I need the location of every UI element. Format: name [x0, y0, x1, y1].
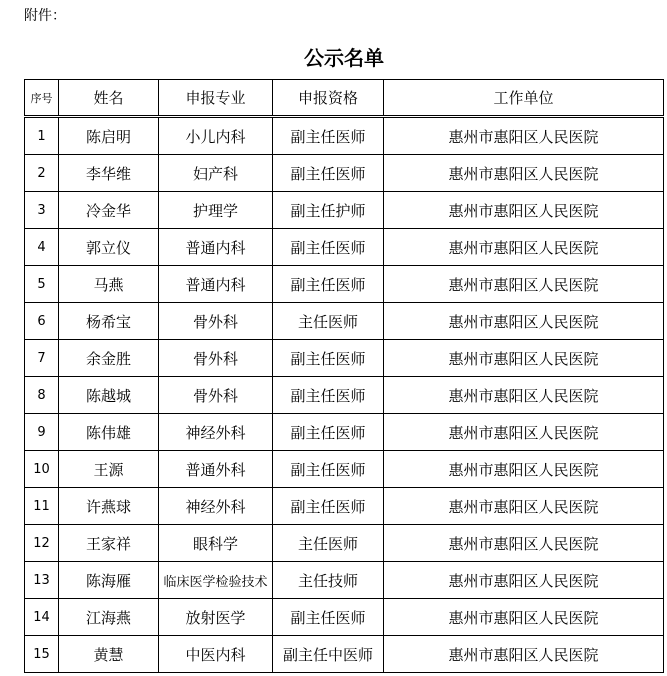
cell-employer: 惠州市惠阳区人民医院 [384, 525, 664, 562]
publication-table [24, 79, 664, 673]
cell-employer: 惠州市惠阳区人民医院 [384, 340, 664, 377]
cell-index: 11 [25, 488, 59, 525]
cell-index: 14 [25, 599, 59, 636]
cell-qualification: 副主任医师 [273, 266, 384, 303]
cell-qualification: 副主任医师 [273, 340, 384, 377]
cell-specialty: 普通内科 [159, 266, 273, 303]
cell-qualification: 副主任中医师 [273, 636, 384, 673]
cell-qualification: 副主任医师 [273, 451, 384, 488]
cell-specialty: 骨外科 [159, 303, 273, 340]
cell-name: 陈海雁 [59, 562, 159, 599]
cell-specialty: 骨外科 [159, 340, 273, 377]
cell-qualification: 副主任医师 [273, 117, 384, 155]
header-employer: 工作单位 [384, 80, 664, 117]
cell-index: 15 [25, 636, 59, 673]
cell-specialty: 神经外科 [159, 414, 273, 451]
cell-specialty: 妇产科 [159, 155, 273, 192]
table-row [25, 377, 664, 414]
cell-employer: 惠州市惠阳区人民医院 [384, 414, 664, 451]
table-row [25, 340, 664, 377]
cell-index: 1 [25, 117, 59, 155]
cell-index: 4 [25, 229, 59, 266]
cell-index: 2 [25, 155, 59, 192]
cell-employer: 惠州市惠阳区人民医院 [384, 562, 664, 599]
cell-index: 3 [25, 192, 59, 229]
cell-qualification: 副主任护师 [273, 192, 384, 229]
cell-qualification: 副主任医师 [273, 599, 384, 636]
header-qualification: 申报资格 [273, 80, 384, 117]
cell-employer: 惠州市惠阳区人民医院 [384, 303, 664, 340]
cell-specialty: 普通内科 [159, 229, 273, 266]
cell-index: 10 [25, 451, 59, 488]
cell-employer: 惠州市惠阳区人民医院 [384, 266, 664, 303]
table-row [25, 155, 664, 192]
cell-index: 5 [25, 266, 59, 303]
cell-specialty: 护理学 [159, 192, 273, 229]
cell-name: 陈启明 [59, 117, 159, 155]
cell-name: 陈伟雄 [59, 414, 159, 451]
header-index: 序号 [25, 80, 59, 117]
table-row [25, 414, 664, 451]
header-specialty: 申报专业 [159, 80, 273, 117]
cell-index: 13 [25, 562, 59, 599]
cell-index: 8 [25, 377, 59, 414]
table-row [25, 451, 664, 488]
page-title: 公示名单 [304, 46, 384, 70]
cell-name: 马燕 [59, 266, 159, 303]
cell-specialty: 普通外科 [159, 451, 273, 488]
table-row [25, 303, 664, 340]
cell-specialty: 眼科学 [159, 525, 273, 562]
cell-employer: 惠州市惠阳区人民医院 [384, 377, 664, 414]
cell-employer: 惠州市惠阳区人民医院 [384, 192, 664, 229]
cell-name: 冷金华 [59, 192, 159, 229]
cell-employer: 惠州市惠阳区人民医院 [384, 117, 664, 155]
cell-specialty: 骨外科 [159, 377, 273, 414]
cell-name: 陈越城 [59, 377, 159, 414]
attachment-label: 附件： [24, 8, 66, 24]
cell-qualification: 主任技师 [273, 562, 384, 599]
cell-specialty: 临床医学检验技术 [159, 562, 273, 599]
table-row [25, 636, 664, 673]
cell-name: 李华维 [59, 155, 159, 192]
cell-name: 郭立仪 [59, 229, 159, 266]
table-body [25, 117, 664, 673]
cell-name: 王家祥 [59, 525, 159, 562]
table-row [25, 562, 664, 599]
cell-index: 12 [25, 525, 59, 562]
cell-name: 江海燕 [59, 599, 159, 636]
cell-employer: 惠州市惠阳区人民医院 [384, 599, 664, 636]
cell-specialty: 中医内科 [159, 636, 273, 673]
cell-qualification: 副主任医师 [273, 229, 384, 266]
table-row [25, 266, 664, 303]
cell-name: 许燕球 [59, 488, 159, 525]
cell-specialty: 放射医学 [159, 599, 273, 636]
cell-specialty: 神经外科 [159, 488, 273, 525]
cell-index: 7 [25, 340, 59, 377]
cell-qualification: 副主任医师 [273, 414, 384, 451]
cell-qualification: 副主任医师 [273, 377, 384, 414]
header-name: 姓名 [59, 80, 159, 117]
table-row [25, 525, 664, 562]
cell-employer: 惠州市惠阳区人民医院 [384, 451, 664, 488]
table-row [25, 229, 664, 266]
cell-index: 9 [25, 414, 59, 451]
cell-name: 黄慧 [59, 636, 159, 673]
table-row [25, 488, 664, 525]
cell-qualification: 副主任医师 [273, 488, 384, 525]
cell-employer: 惠州市惠阳区人民医院 [384, 155, 664, 192]
cell-name: 杨希宝 [59, 303, 159, 340]
cell-qualification: 副主任医师 [273, 155, 384, 192]
cell-qualification: 主任医师 [273, 303, 384, 340]
cell-index: 6 [25, 303, 59, 340]
cell-specialty: 小儿内科 [159, 117, 273, 155]
table-row [25, 117, 664, 155]
cell-name: 王源 [59, 451, 159, 488]
cell-employer: 惠州市惠阳区人民医院 [384, 229, 664, 266]
table-row [25, 599, 664, 636]
cell-qualification: 主任医师 [273, 525, 384, 562]
cell-employer: 惠州市惠阳区人民医院 [384, 488, 664, 525]
cell-name: 余金胜 [59, 340, 159, 377]
table-header-row [25, 80, 664, 117]
cell-employer: 惠州市惠阳区人民医院 [384, 636, 664, 673]
table-row [25, 192, 664, 229]
